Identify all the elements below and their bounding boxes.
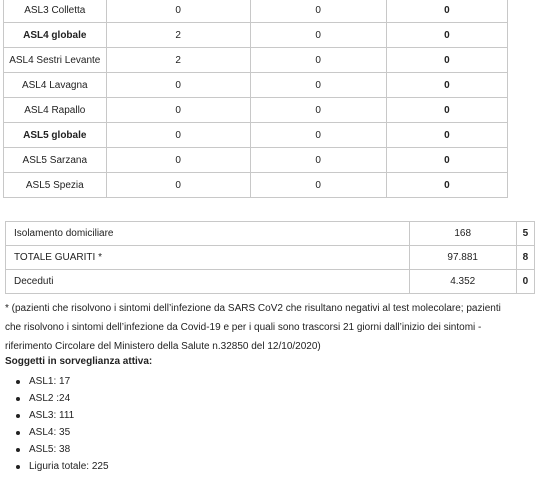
summary-value-cell: 168 <box>409 222 516 246</box>
summary-count-cell: 0 <box>516 270 534 294</box>
summary-label-cell: Isolamento domiciliare <box>6 222 410 246</box>
table-row <box>4 98 508 123</box>
surveillance-list <box>5 373 109 475</box>
summary-count-cell: 8 <box>516 246 534 270</box>
list-item: ASL2 :24 <box>5 390 109 407</box>
table-row <box>4 48 508 73</box>
asl-name-cell: ASL5 globale <box>4 123 107 148</box>
value-cell: 0 <box>386 173 507 198</box>
list-item: ASL1: 17 <box>5 373 109 390</box>
asl-name-cell: ASL4 globale <box>4 23 107 48</box>
value-cell: 0 <box>250 123 386 148</box>
asl-name-cell: ASL4 Rapallo <box>4 98 107 123</box>
value-cell: 0 <box>106 173 250 198</box>
value-cell: 0 <box>250 173 386 198</box>
value-cell: 0 <box>386 98 507 123</box>
summary-label-cell: Deceduti <box>6 270 410 294</box>
summary-count-cell: 5 <box>516 222 534 246</box>
footnote-line: che risolvono i sintomi dell’infezione da Covid-19 e per i quali sono trascorsi 21 giorni dall’inizio dei sintomi - <box>5 322 482 333</box>
asl-name-cell: ASL3 Colletta <box>4 0 107 23</box>
table-row <box>4 0 508 23</box>
table-row <box>4 73 508 98</box>
asl-cases-table <box>3 0 508 198</box>
list-item: ASL5: 38 <box>5 441 109 458</box>
value-cell: 0 <box>250 73 386 98</box>
value-cell: 0 <box>250 48 386 73</box>
list-item: ASL4: 35 <box>5 424 109 441</box>
asl-name-cell: ASL4 Sestri Levante <box>4 48 107 73</box>
table-row <box>6 270 535 294</box>
value-cell: 0 <box>106 0 250 23</box>
value-cell: 0 <box>386 0 507 23</box>
table-row <box>6 222 535 246</box>
value-cell: 0 <box>250 148 386 173</box>
summary-value-cell: 97.881 <box>409 246 516 270</box>
table-row <box>4 148 508 173</box>
table-row <box>6 246 535 270</box>
value-cell: 2 <box>106 48 250 73</box>
value-cell: 0 <box>106 98 250 123</box>
footnote-line: * (pazienti che risolvono i sintomi dell’infezione da SARS CoV2 che risultano negativi al test molecolare; pazienti <box>5 303 501 314</box>
value-cell: 0 <box>386 23 507 48</box>
asl-name-cell: ASL4 Lavagna <box>4 73 107 98</box>
footnote-line: riferimento Circolare del Ministero della Salute n.32850 del 12/10/2020) <box>5 341 321 352</box>
value-cell: 0 <box>386 123 507 148</box>
value-cell: 0 <box>106 148 250 173</box>
value-cell: 0 <box>106 73 250 98</box>
value-cell: 0 <box>386 73 507 98</box>
table-row <box>4 23 508 48</box>
summary-value-cell: 4.352 <box>409 270 516 294</box>
footnote <box>5 299 540 356</box>
asl-name-cell: ASL5 Spezia <box>4 173 107 198</box>
table-row <box>4 173 508 198</box>
summary-table <box>5 221 535 294</box>
summary-label-cell: TOTALE GUARITI * <box>6 246 410 270</box>
value-cell: 2 <box>106 23 250 48</box>
value-cell: 0 <box>386 48 507 73</box>
list-item: ASL3: 111 <box>5 407 109 424</box>
asl-name-cell: ASL5 Sarzana <box>4 148 107 173</box>
value-cell: 0 <box>250 0 386 23</box>
value-cell: 0 <box>386 148 507 173</box>
surveillance-title: Soggetti in sorveglianza attiva: <box>5 356 153 367</box>
value-cell: 0 <box>250 98 386 123</box>
value-cell: 0 <box>106 123 250 148</box>
table-row <box>4 123 508 148</box>
value-cell: 0 <box>250 23 386 48</box>
list-item: Liguria totale: 225 <box>5 458 109 475</box>
